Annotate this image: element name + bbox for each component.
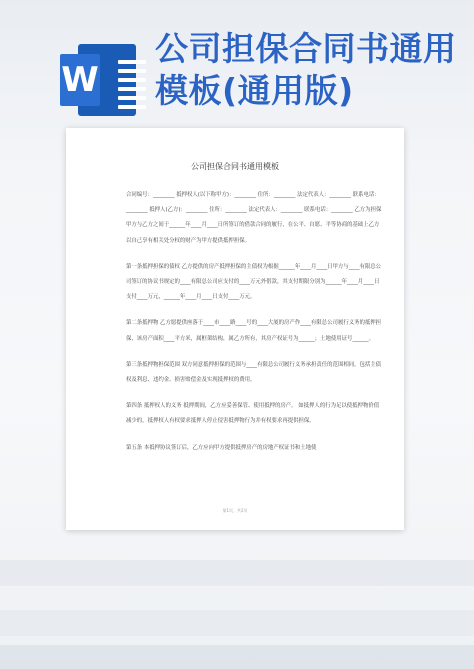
background-stripe [0, 610, 474, 636]
background-stripe [0, 560, 474, 586]
document-body [126, 188, 382, 467]
document-paragraph: 合同编号：________ 抵押权人(以下称甲方)：________ 住所：________ 法定代表人：________ 联系电话：________ 抵押人(乙方)：________ 住所：________ 法定代表人：________ 联系电话：________ 乙方为担保甲方与乙方之间于______年____月____日所签订的借款合同的履行，在公平、自愿、平等协商的基础上乙方以自己享有相关处分权的财产为甲方提供抵押担保。 [126, 192, 382, 244]
word-icon-lines [118, 60, 146, 114]
document-paragraph: 第一条抵押担保的债权 乙方提供的房产抵押担保的主债权为根据______年____月____日甲方与____有限总公司签订的协议书规定的____有限总公司应支付的____万元外借款，其支付期限分别为______年____月____日支付____万元，______年____月____日支付____万元。 [126, 263, 382, 301]
document-paragraph: 第五条 本抵押协议签订后，乙方应向甲方提供抵押房产的房地产权证书和土地使 [126, 444, 317, 451]
word-document-icon [60, 40, 138, 120]
page-title: 公司担保合同书通用模板(通用版) [155, 29, 457, 110]
document-page [66, 128, 404, 530]
document-paragraph: 第二条抵押物 乙方愿提供座落于____市____路____号的____大厦的房产作____有限总公司履行义务的抵押担保，该房产面积____平方米，属框架结构，属乙方所有，其房产权证号为______；土地使用证号______。 [126, 320, 382, 342]
document-title: 公司担保合同书通用模板 [191, 162, 279, 171]
page-footer: 第1页，共2页 [222, 508, 248, 513]
document-paragraph: 第三条抵押物担保范围 双方同意抵押担保的范围与____有限总公司履行义务承担责任的范围相同，包括主债权及利息、违约金、损害赔偿金及实现抵押权的费用。 [126, 361, 382, 384]
document-paragraph: 第四条 抵押权人的义务 抵押期间，乙方应妥善保管、使用抵押的房产。 如抵押人的行为足以使抵押物价值减少的，抵押权人有权要求抵押人停止侵害抵押物行为并有权要求再提供担保。 [126, 403, 380, 425]
word-icon-letter: W [60, 54, 100, 106]
background-stripe [0, 645, 474, 669]
